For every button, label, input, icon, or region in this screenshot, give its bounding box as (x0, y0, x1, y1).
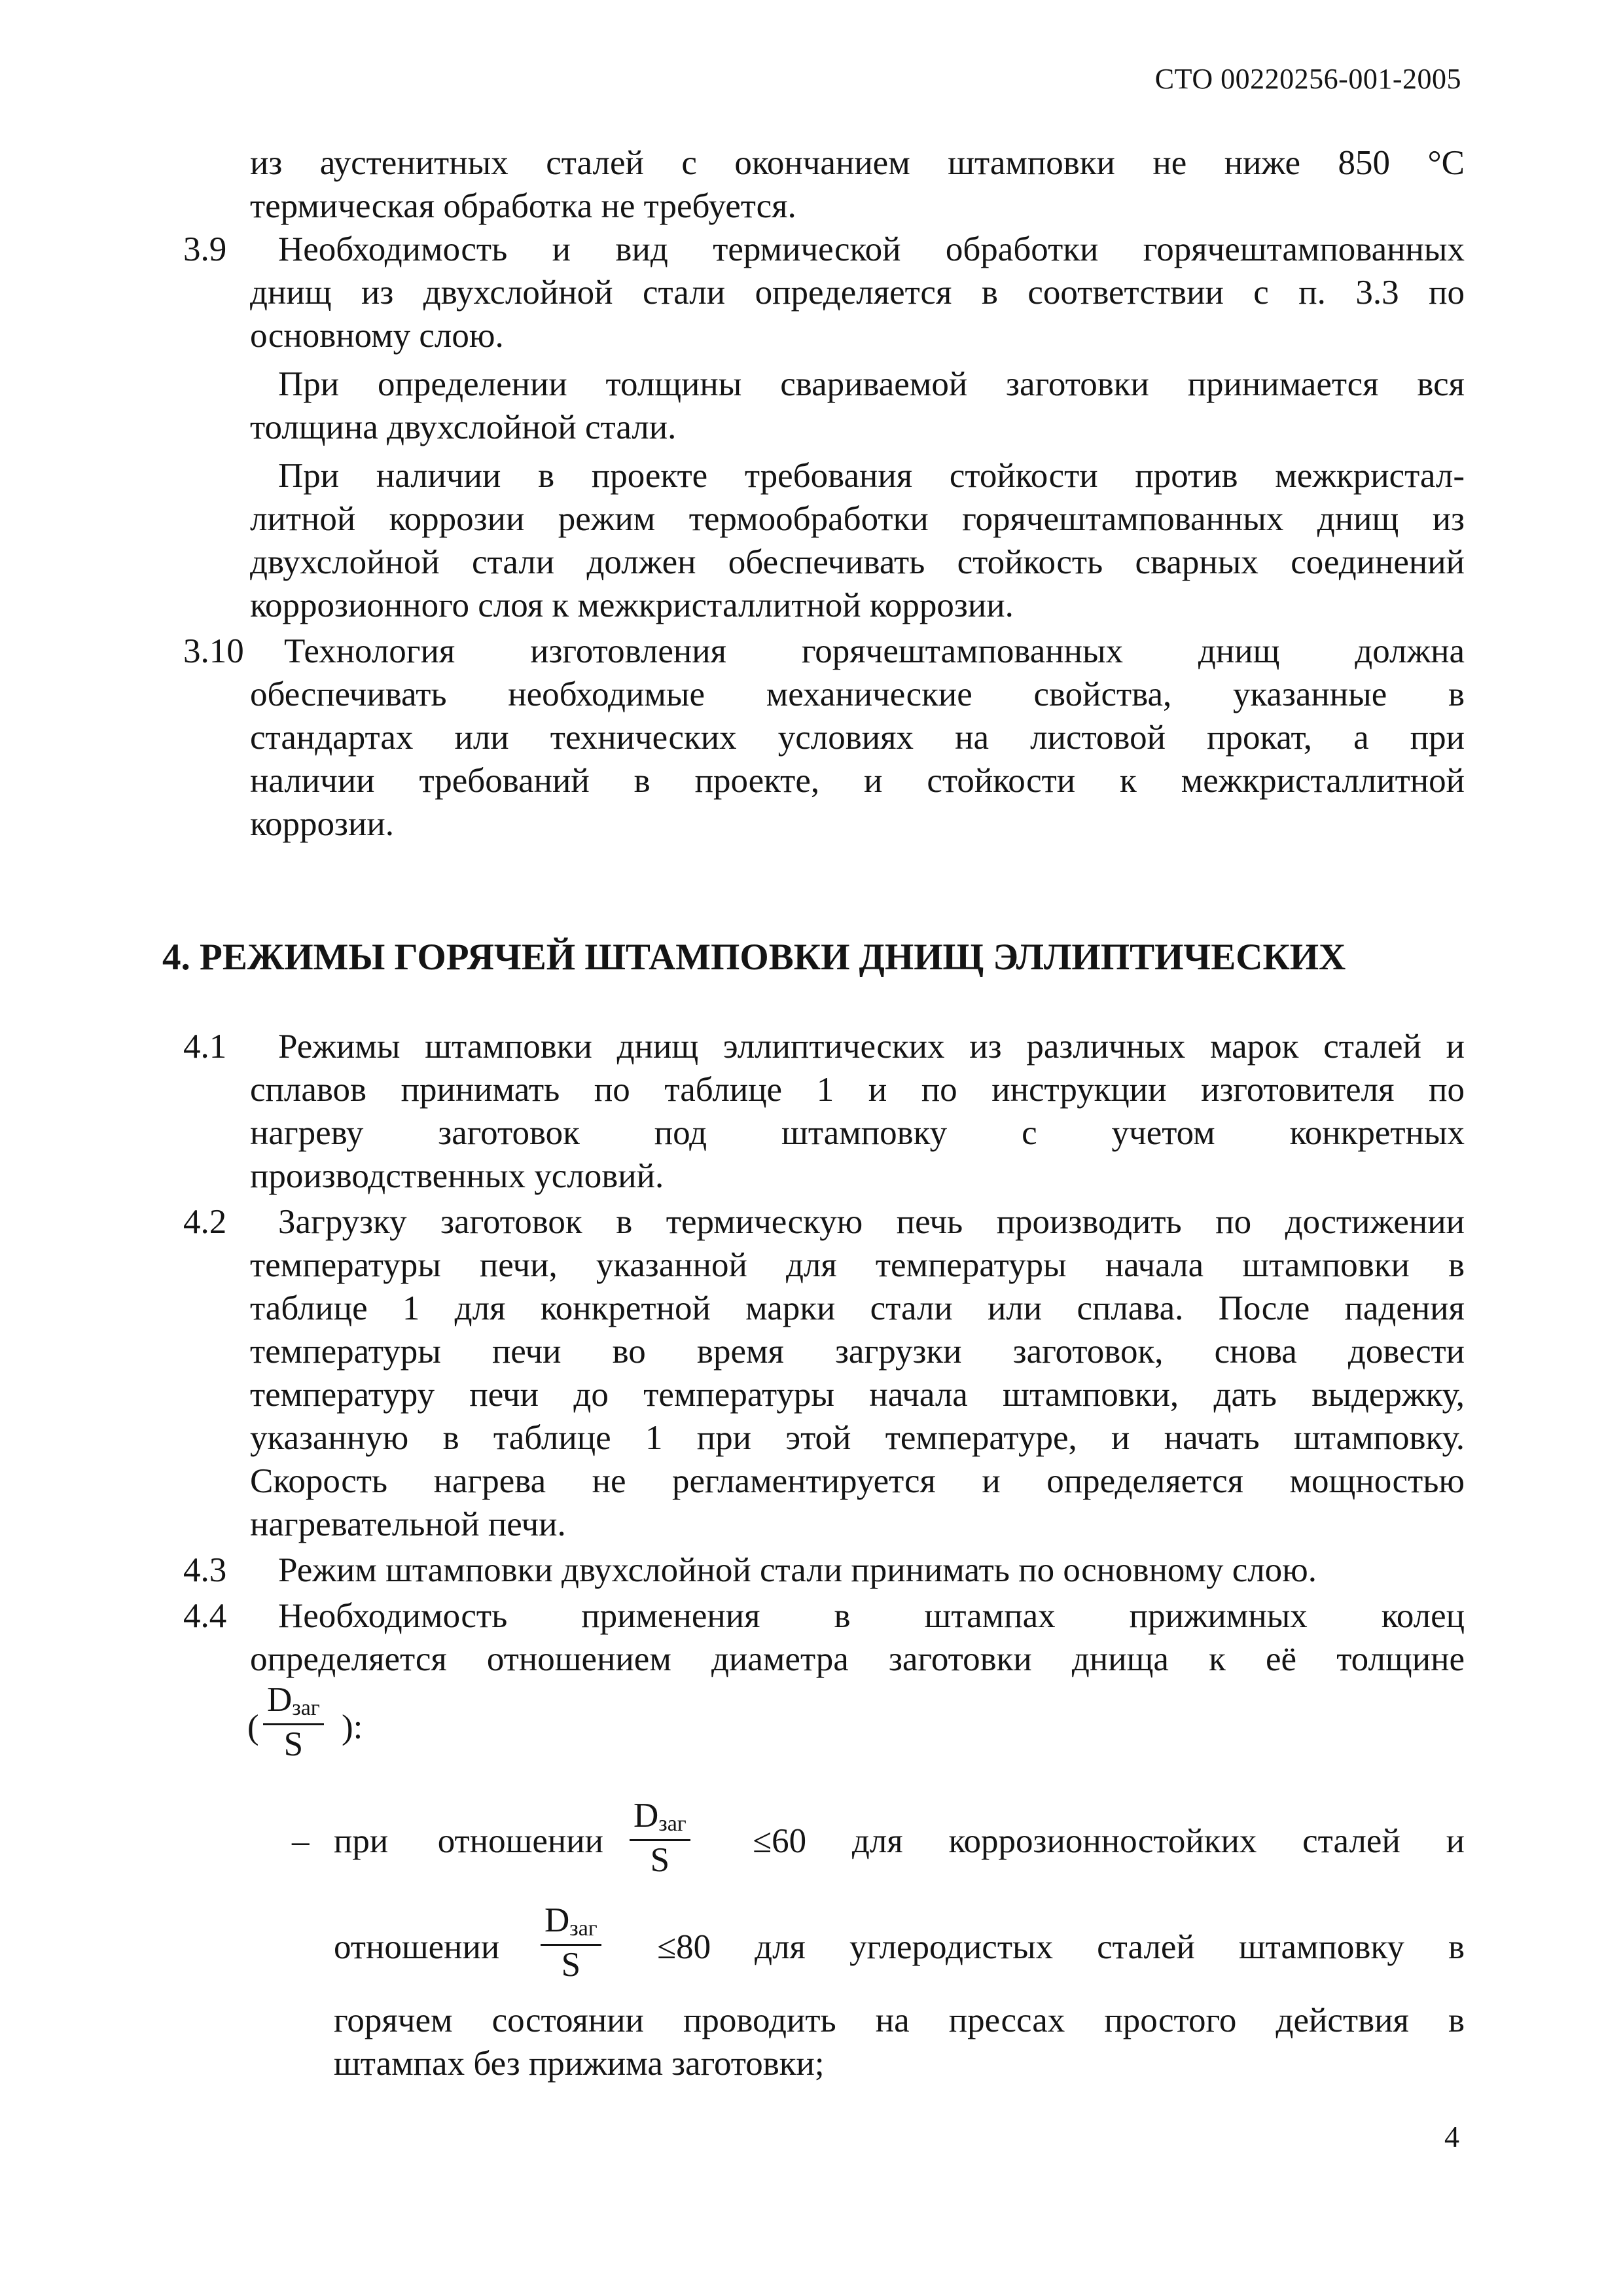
text-line: Скорость нагрева не регламентируется и определяется мощностью (250, 1462, 1465, 1500)
clause-number: 4.1 (183, 1028, 227, 1066)
document-code-header: СТО 00220256-001-2005 (1154, 63, 1461, 95)
text-line: двухслойной стали должен обеспечивать стойкость сварных соединений (250, 543, 1465, 581)
fraction-d-over-s (541, 1901, 601, 1984)
text-line: ≤80 для углеродистых сталей штамповку в (657, 1928, 1465, 1966)
fraction-denominator: S (561, 1946, 581, 1984)
text-line: обеспечивать необходимые механические свойства, указанные в (250, 675, 1465, 713)
text-line: термическая обработка не требуется. (250, 187, 796, 225)
text-line: При определении толщины свариваемой заготовки принимается вся (278, 365, 1465, 403)
page-number: 4 (1444, 2120, 1459, 2153)
fraction-numerator: $D_{заг}$ (267, 1681, 320, 1720)
text-line: таблице 1 для конкретной марки стали или сплава. После падения (250, 1289, 1465, 1327)
text-line: коррозионного слоя к межкристаллитной коррозии. (250, 586, 1014, 624)
text-line: температуры печи, указанной для температуры начала штамповки в (250, 1246, 1465, 1284)
text-line: нагреву заготовок под штамповку с учетом конкретных (250, 1114, 1465, 1152)
text-line: производственных условий. (250, 1157, 664, 1195)
text-line: литной коррозии режим термообработки горячештампованных днищ из (250, 500, 1465, 538)
text-line: Технология изготовления горячештампованных днищ должна (284, 632, 1465, 670)
fraction-numerator: $D_{заг}$ (633, 1797, 687, 1836)
fraction-d-over-s (263, 1681, 324, 1763)
section-heading: 4. РЕЖИМЫ ГОРЯЧЕЙ ШТАМПОВКИ ДНИЩ ЭЛЛИПТИЧЕСКИХ (162, 937, 1346, 978)
text-line: при отношении (334, 1822, 603, 1860)
formula-close-paren: ): (342, 1708, 363, 1746)
text-line: нагревательной печи. (250, 1505, 566, 1543)
clause-number: 4.2 (183, 1203, 227, 1241)
text-line: Режим штамповки двухслойной стали принимать по основному слою. (278, 1551, 1317, 1589)
text-line: При наличии в проекте требования стойкости против межкристал- (278, 457, 1465, 495)
text-line: ≤60 для коррозионностойких сталей и (753, 1822, 1465, 1860)
bullet-dash: – (292, 1822, 310, 1860)
clause-number: 3.9 (183, 230, 227, 268)
text-line: наличии требований в проекте, и стойкости к межкристаллитной (250, 762, 1465, 800)
fraction-denominator: S (283, 1725, 304, 1763)
clause-number: 4.4 (183, 1597, 227, 1635)
text-line: отношении (334, 1928, 500, 1966)
text-line: горячем состоянии проводить на прессах простого действия в (334, 2001, 1465, 2039)
text-line: из аустенитных сталей с окончанием штамповки не ниже 850 °С (250, 144, 1465, 182)
text-line: днищ из двухслойной стали определяется в соответствии с п. 3.3 по (250, 274, 1465, 312)
text-line: определяется отношением диаметра заготовки днища к её толщине (250, 1640, 1465, 1678)
text-line: Необходимость и вид термической обработки горячештампованных (278, 230, 1465, 268)
text-line: коррозии. (250, 805, 394, 843)
fraction-d-over-s (630, 1797, 690, 1879)
clause-number: 3.10 (183, 632, 244, 670)
text-line: основному слою. (250, 317, 504, 355)
clause-number: 4.3 (183, 1551, 227, 1589)
fraction-numerator: $D_{заг}$ (544, 1901, 597, 1941)
text-line: толщина двухслойной стали. (250, 408, 677, 446)
text-line: температуры печи во время загрузки заготовок, снова довести (250, 1333, 1465, 1371)
text-line: сплавов принимать по таблице 1 и по инструкции изготовителя по (250, 1071, 1465, 1109)
formula-open-paren: ( (247, 1708, 259, 1746)
fraction-denominator: S (650, 1841, 670, 1879)
text-line: температуру печи до температуры начала штамповки, дать выдержку, (250, 1376, 1465, 1414)
text-line: Необходимость применения в штампах прижимных колец (278, 1597, 1465, 1635)
text-line: штампах без прижима заготовки; (334, 2045, 825, 2083)
text-line: Режимы штамповки днищ эллиптических из различных марок сталей и (278, 1028, 1465, 1066)
text-line: указанную в таблице 1 при этой температуре, и начать штамповку. (250, 1419, 1465, 1457)
text-line: Загрузку заготовок в термическую печь производить по достижении (278, 1203, 1465, 1241)
text-line: стандартах или технических условиях на листовой прокат, а при (250, 719, 1465, 757)
